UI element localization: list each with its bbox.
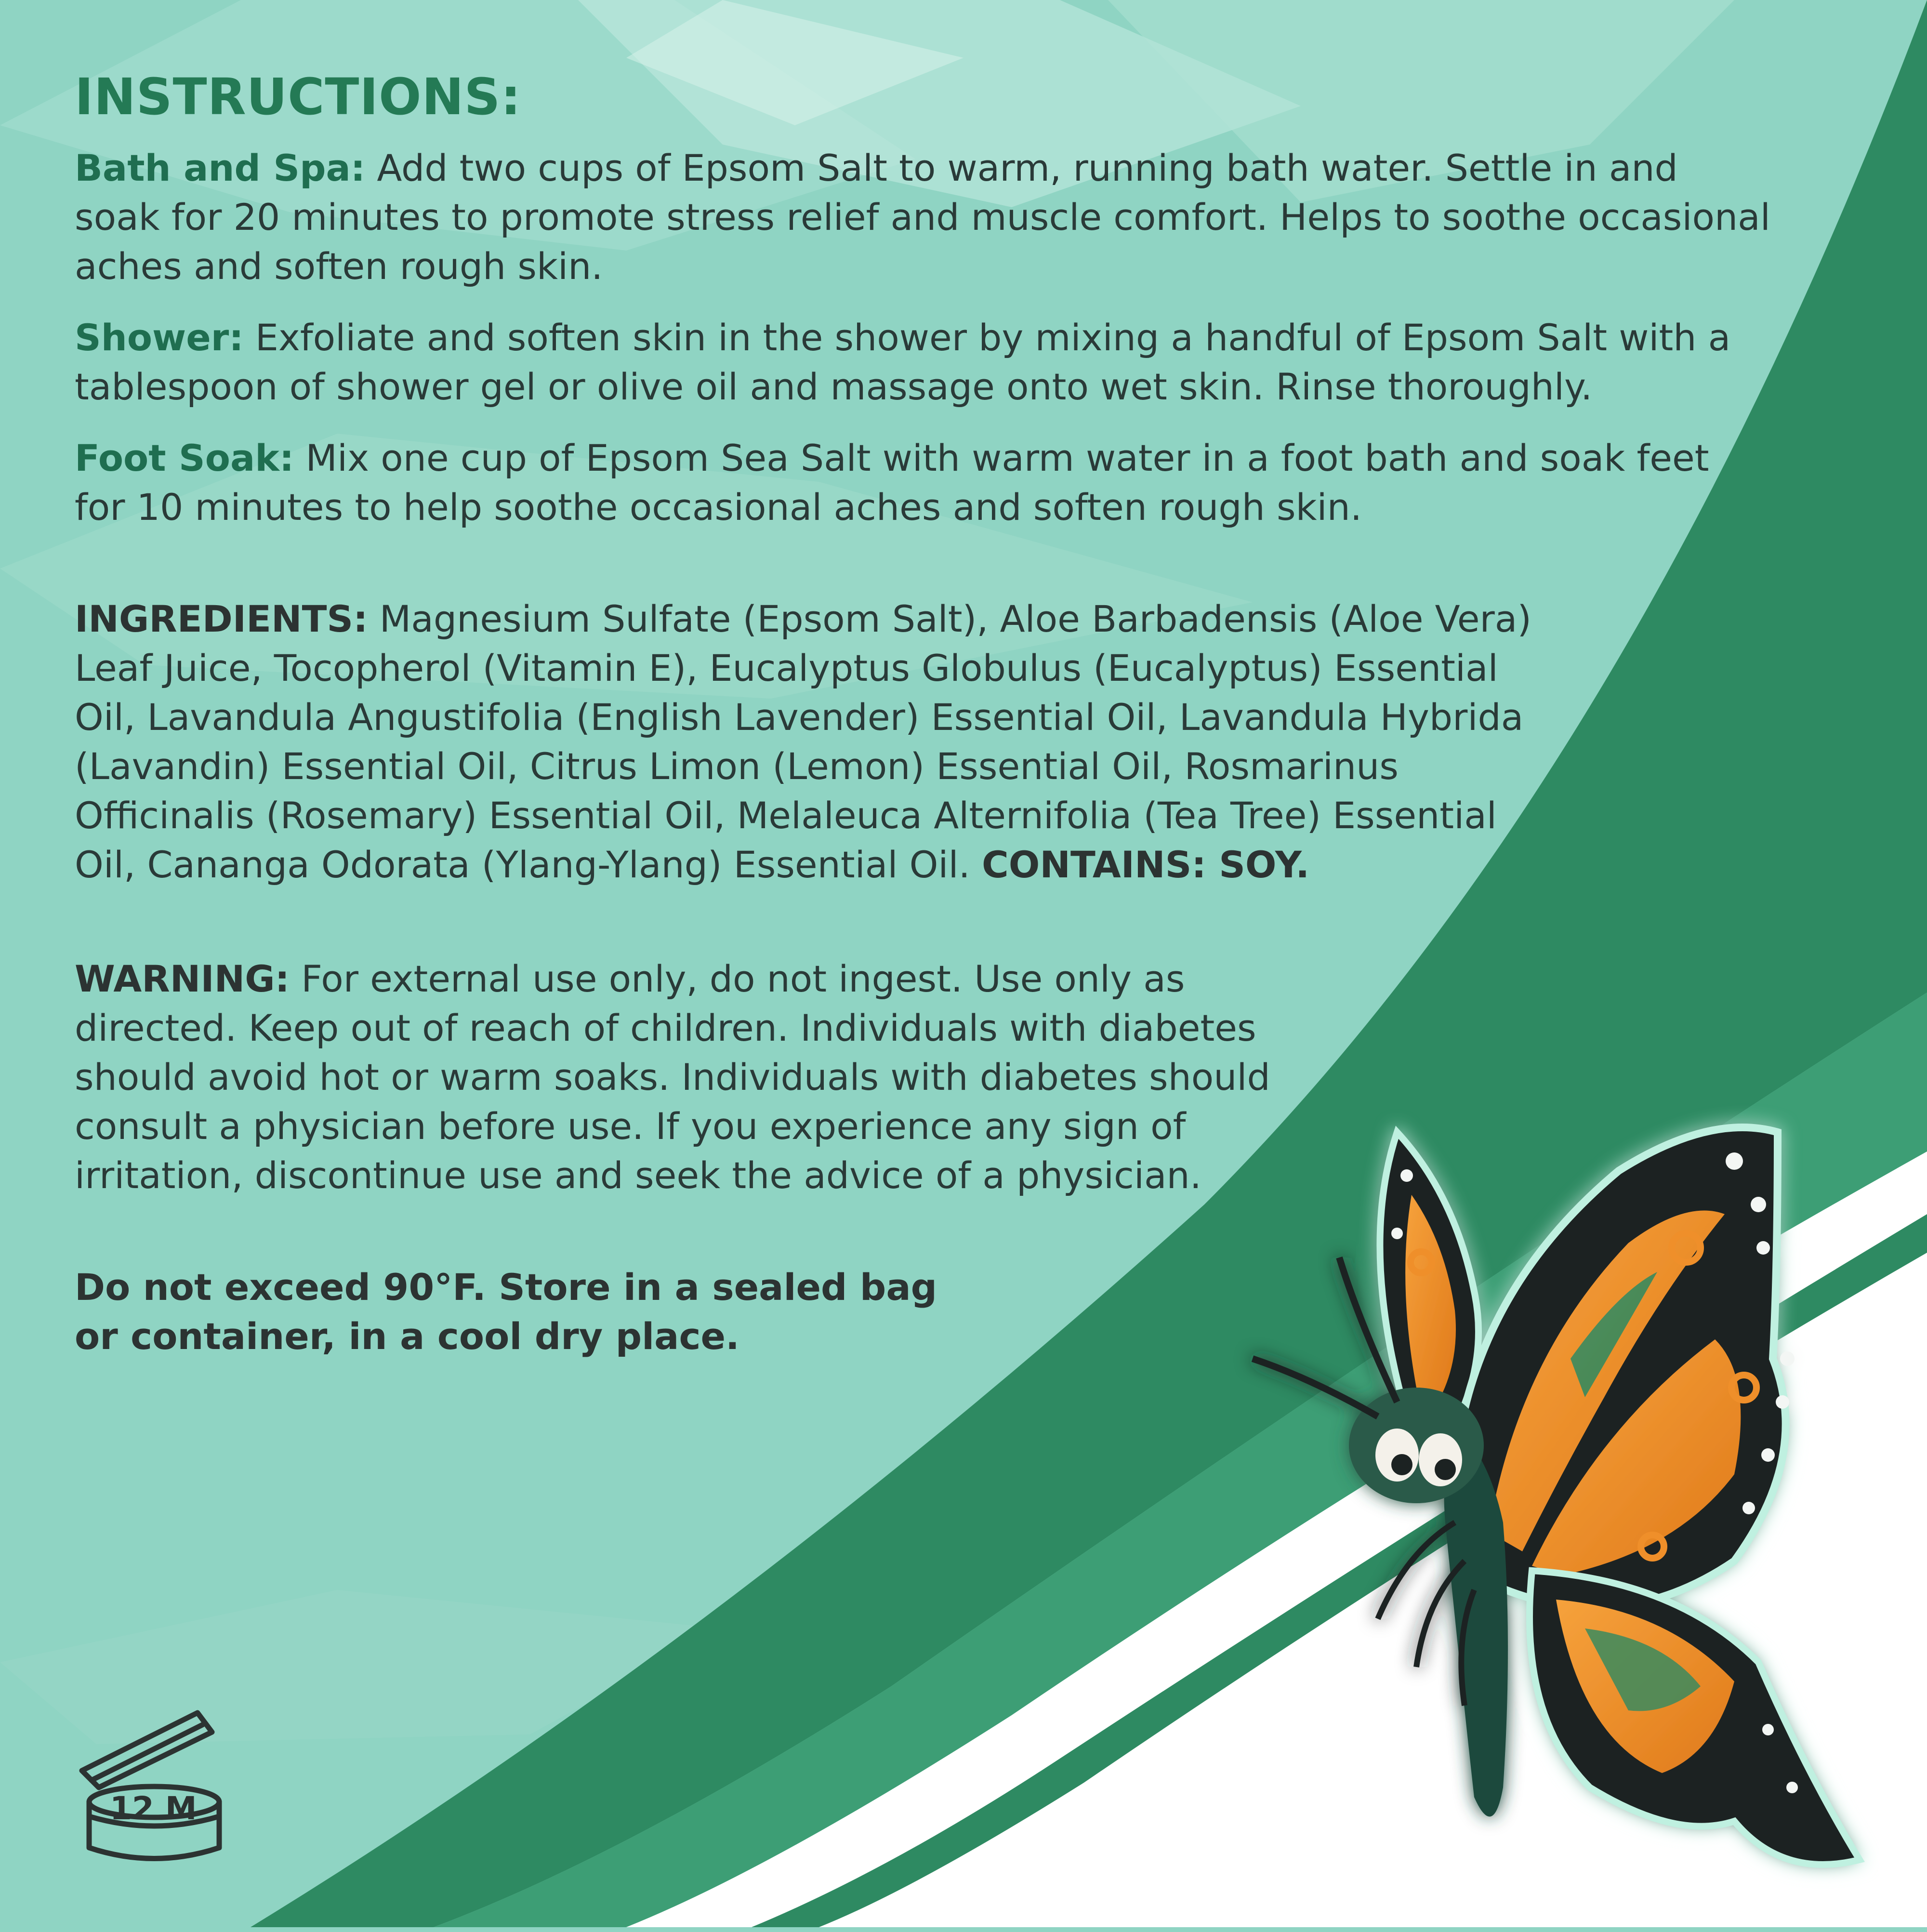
ingredients-paragraph	[75, 595, 1549, 889]
storage-line-2: or container, in a cool dry place.	[75, 1315, 739, 1358]
ingredients-section	[75, 595, 1549, 889]
warning-text: For external use only, do not ingest. Use only as directed. Keep out of reach of children. Individuals with diabetes should avoid hot or warm soaks. Individuals with diabetes should consult a physician before use. If you experience any sign of irritation, discontinue use and seek the advice of a physician.	[75, 957, 1270, 1197]
storage-line-1: Do not exceed 90°F. Store in a sealed bag	[75, 1266, 937, 1309]
foot-soak-text: Mix one cup of Epsom Sea Salt with warm water in a foot bath and soak feet for 10 minutes to help soothe occasional aches and soften rough skin.	[75, 437, 1709, 529]
butterfly-illustration	[1108, 1089, 1879, 1932]
open-jar-icon	[72, 1703, 236, 1867]
shower-label: Shower:	[75, 316, 244, 359]
ingredients-text: Magnesium Sulfate (Epsom Salt), Aloe Barbadensis (Aloe Vera) Leaf Juice, Tocopherol (Vitamin E), Eucalyptus Globulus (Eucalyptus) Essential Oil, Lavandula Angustifolia (English Lavender) Essential Oil, Lavandula Hybrida (Lavandin) Essential Oil, Citrus Limon (Lemon) Essential Oil, Rosmarinus Officinalis (Rosemary) Essential Oil, Melaleuca Alternifolia (Tea Tree) Essential Oil, Cananga Odorata (Ylang-Ylang) Essential Oil.	[75, 597, 1531, 886]
bath-text: Add two cups of Epsom Salt to warm, running bath water. Settle in and soak for 20 minutes to promote stress relief and muscle comfort. Helps to soothe occasional aches and soften rough skin.	[75, 146, 1770, 288]
foot-soak-label: Foot Soak:	[75, 437, 294, 479]
pao-12m-label: 12 M	[110, 1790, 197, 1827]
shower-text: Exfoliate and soften skin in the shower by mixing a handful of Epsom Salt with a tablespoon of shower gel or olive oil and massage onto wet skin. Rinse thoroughly.	[75, 316, 1731, 408]
storage-note	[75, 1263, 942, 1361]
instructions-heading: INSTRUCTIONS:	[75, 67, 522, 126]
warning-label: WARNING:	[75, 957, 290, 1000]
bath-label: Bath and Spa:	[75, 146, 366, 189]
bath-and-spa-paragraph	[75, 144, 1770, 291]
foot-soak-paragraph	[75, 434, 1770, 532]
ingredients-label: INGREDIENTS:	[75, 597, 368, 640]
shower-paragraph	[75, 313, 1770, 411]
instructions-section	[75, 144, 1770, 532]
contains-soy: CONTAINS: SOY.	[981, 843, 1310, 886]
